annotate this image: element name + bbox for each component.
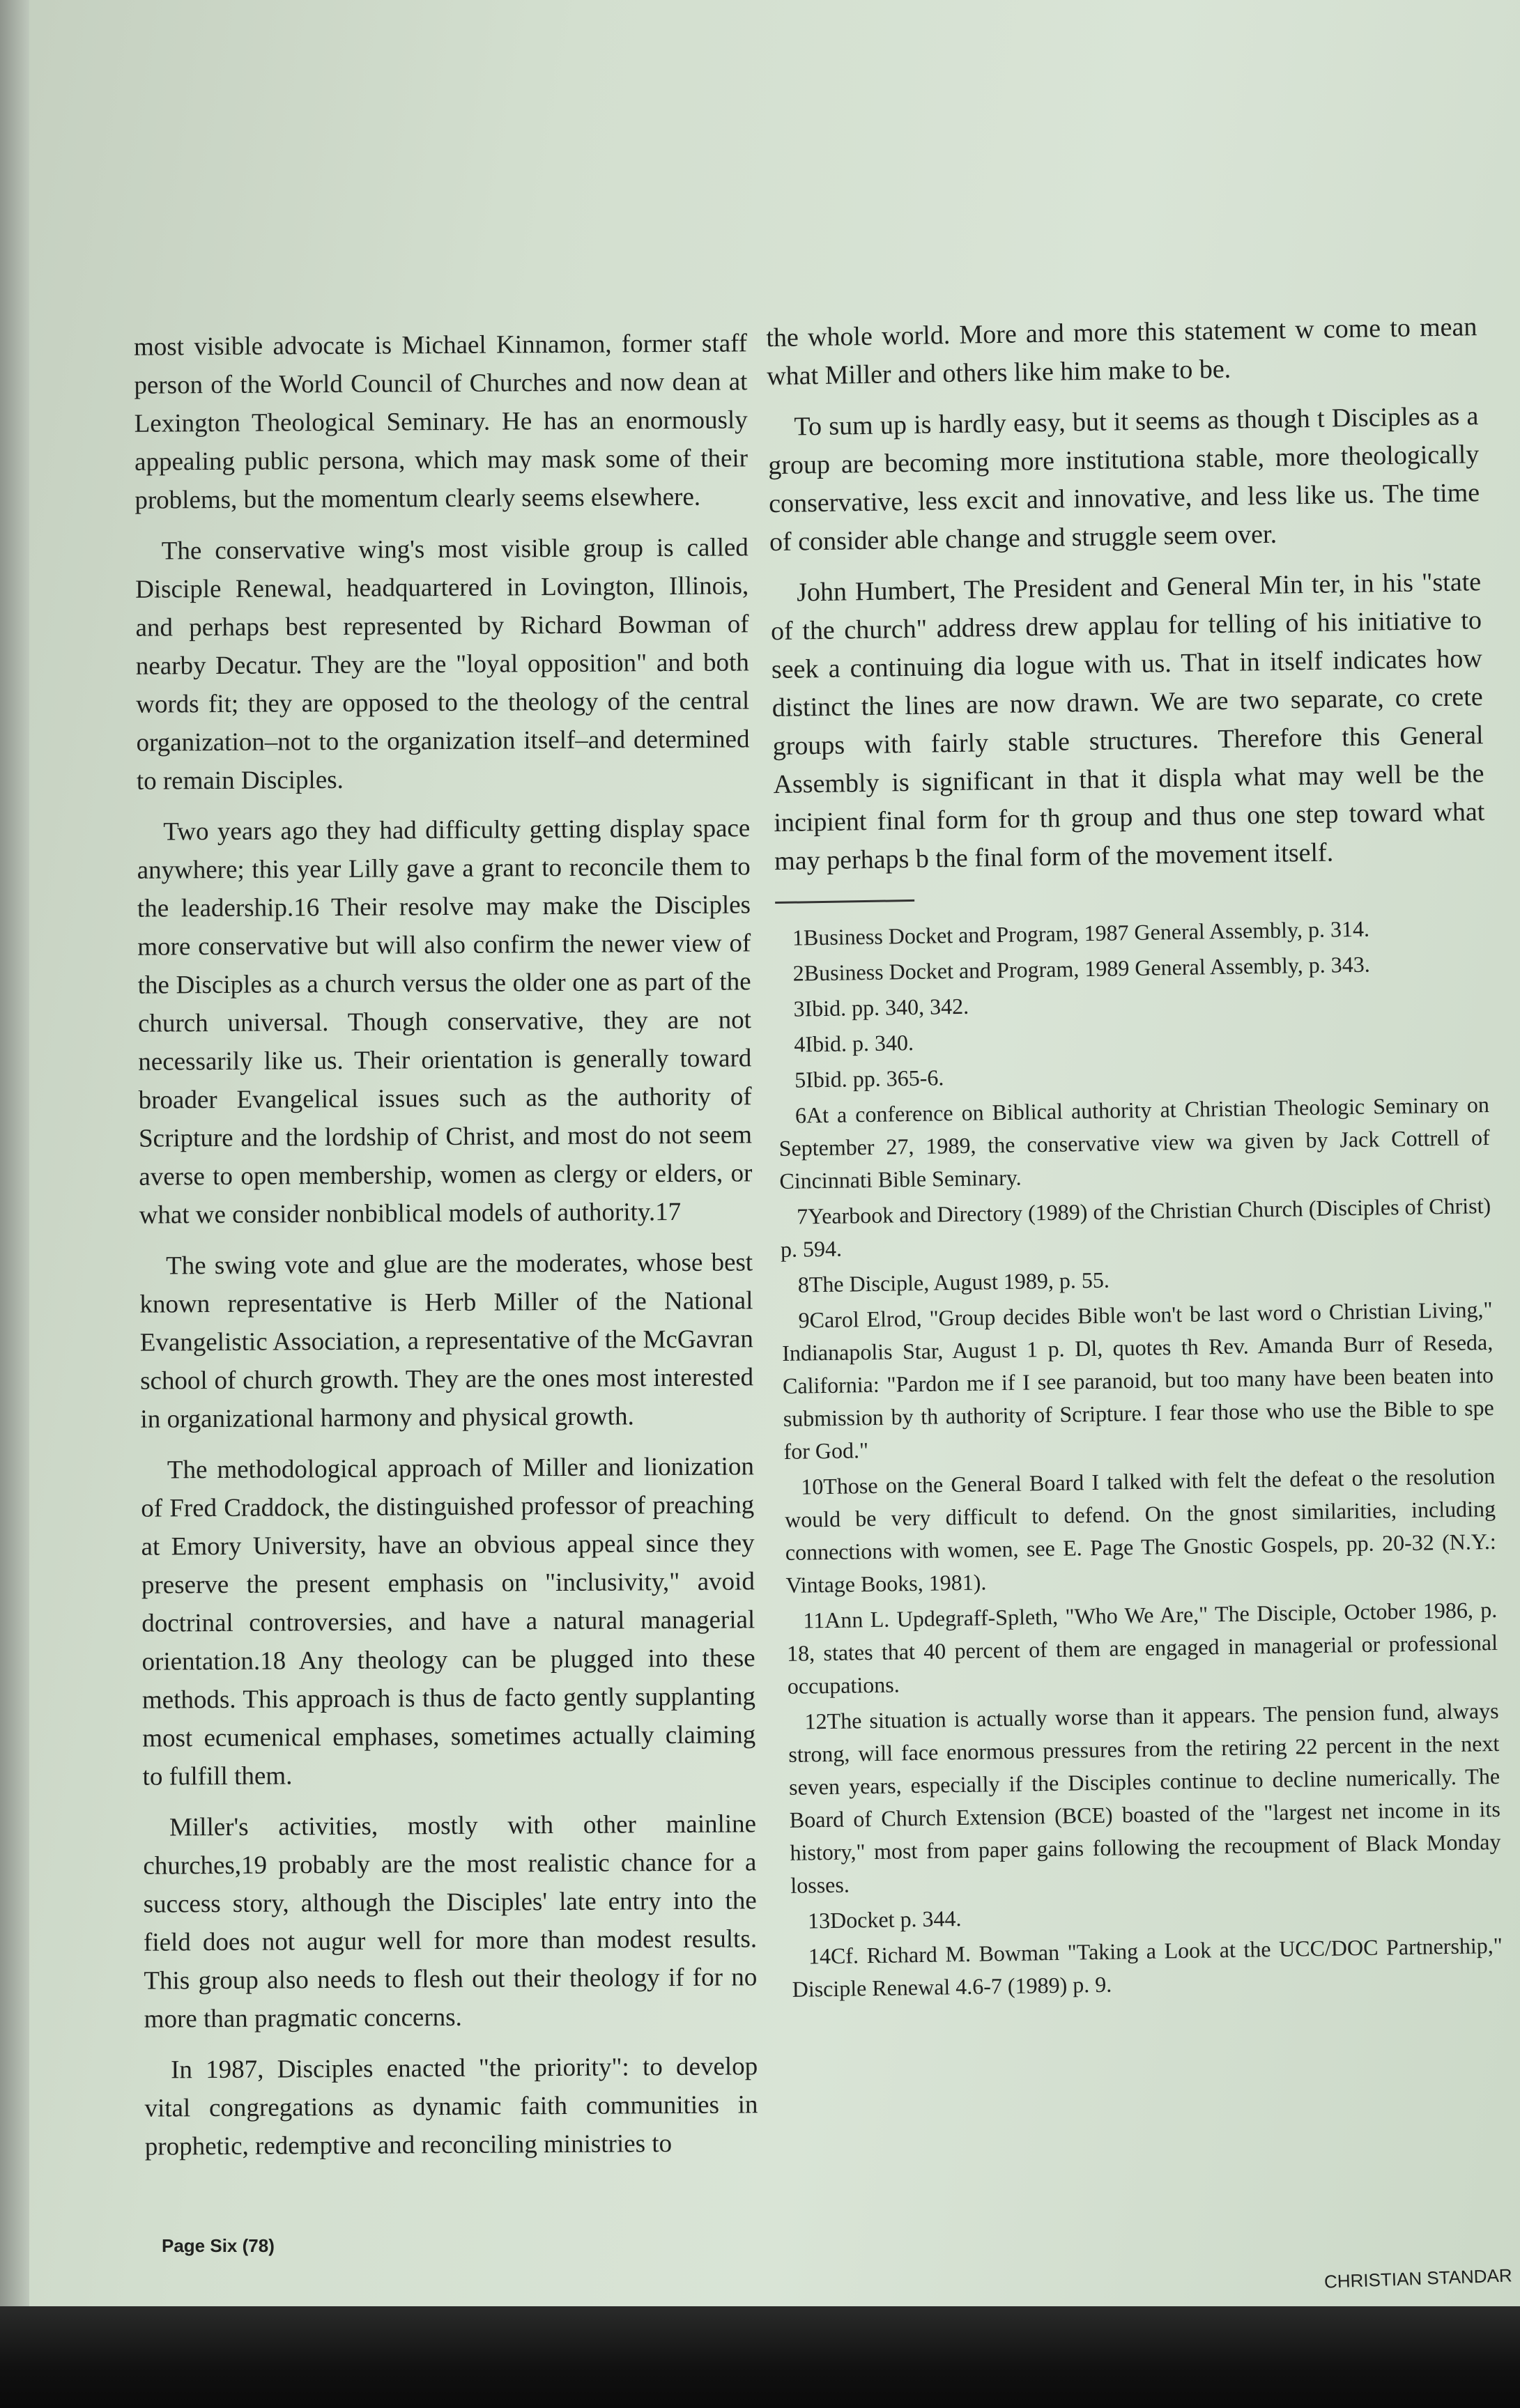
footnote: 9Carol Elrod, "Group decides Bible won't be last word o Christian Living," Indianapolis Star, August 1 p. Dl, quotes th Rev. Amanda Burr of Reseda, California: "Pardon me if I see paranoid, but too many have been beaten into submission by th authority of Scripture. I fear those who use the Bible to spe for God." (782, 1296, 1494, 1464)
publication-name: CHRISTIAN STANDAR (1323, 2264, 1513, 2292)
paragraph: the whole world. More and more this statement w come to mean what Miller and others like him make to be. (766, 312, 1477, 392)
paragraph: Two years ago they had difficulty getting display space anywhere; this year Lilly gave a grant to reconcile them to the leadership.16 Their resolve may make the Disciples more conservative but will also confirm the newer view of the Disciples as a church versus the older one as part of the church universal. Though conservative, they are not necessarily like us. Their orientation is generally toward broader Evangelical issues such as the authority of Scripture and the lordship of Christ, and most do not seem averse to open membership, women as clergy or elders, or what we consider nonbiblical models of authority.17 (137, 814, 753, 1230)
footnote: 7Yearbook and Directory (1989) of the Christian Church (Disciples of Christ) p. 594. (780, 1192, 1491, 1262)
footnote: 14Cf. Richard M. Bowman "Taking a Look at the UCC/DOC Partnership," Disciple Renewal 4.6-7 (1989) p. 9. (792, 1932, 1503, 2002)
footnote: 12The situation is actually worse than it appears. The pension fund, always strong, will face enormous pressures from the retiring 22 percent in the next seven years, especially if the Disciples continue to decline numerically. The Board of Church Extension (BCE) boasted of the "largest net income in its history," most from paper gains following the recoupment of Black Monday losses. (788, 1697, 1501, 1898)
right-text-column (766, 308, 1503, 2009)
footnote: 3Ibid. pp. 340, 342. (793, 993, 969, 1021)
footnotes (776, 911, 1503, 2006)
paragraph: To sum up is hardly easy, but it seems as though t Disciples as a group are becoming more institutiona stable, more theologically conservative, less excit and innovative, and less like us. The time of consider able change and struggle seem over. (767, 401, 1480, 557)
paragraph: John Humbert, The President and General Min ter, in his "state of the church" address drew applau for telling of his initiative to seek a continuing dia logue with us. That in itself indicates how distinct the lines are now drawn. We are two separate, co crete groups with fairly stable structures. Therefore this General Assembly is significant in that it displa what may well be the incipient final form for th group and thus one step toward what may perhaps b the final form of the movement itself. (770, 567, 1485, 877)
paragraph: In 1987, Disciples enacted "the priority": to develop vital congregations as dynamic faith communities in prophetic, redemptive and reconciling ministries to (144, 2052, 758, 2161)
footnote-divider (775, 900, 914, 904)
bleed-through-header (125, 28, 1505, 209)
page-number: Page Six (78) (162, 2235, 275, 2256)
paragraph: The conservative wing's most visible group is called Disciple Renewal, headquartered in Lovington, Illinois, and perhaps best represented by Richard Bowman of nearby Decatur. They are the "loyal opposition" and both words fit; they are opposed to the theology of the central organization–not to the organization itself–and determined to remain Disciples. (135, 533, 750, 796)
footnote: 8The Disciple, August 1989, p. 55. (797, 1267, 1110, 1297)
paragraph: most visible advocate is Michael Kinnamon, former staff person of the World Council of Churches and now dean at Lexington Theological Seminary. He has an enormously appealing public persona, which may mask some of their problems, but the momentum clearly seems elsewhere. (133, 329, 749, 515)
footnote: 4Ibid. p. 340. (794, 1029, 914, 1057)
paragraph: Miller's activities, mostly with other mainline churches,19 probably are the most realistic chance for a success story, although the Disciples' late entry into the field does not augur well for more than modest results. This group also needs to flesh out their theology if for no more than pragmatic concerns. (143, 1809, 758, 2034)
paragraph: The methodological approach of Miller and lionization of Fred Craddock, the distinguished professor of preaching at Emory University, have an obvious appeal since they preserve the present emphasis on "inclusivity," avoid doctrinal controversies, and have a natural managerial orientation.18 Any theology can be plugged into these methods. This approach is thus de facto gently supplanting most ecumenical emphases, sometimes actually claiming to fulfill them. (141, 1452, 756, 1791)
footnote: 10Those on the General Board I talked with felt the defeat o the resolution would be very difficult to defend. On the gnost similarities, including connections with women, see E. Page The Gnostic Gospels, pp. 20-32 (N.Y.: Vintage Books, 1981). (784, 1462, 1496, 1598)
left-text-column (134, 324, 758, 2178)
paragraph: The swing vote and glue are the moderates, whose best known representative is Herb Miller of the National Evangelistic Association, a representative of the McGavran school of church growth. They are the ones most interested in organizational harmony and physical growth. (139, 1248, 754, 1434)
book-gutter (0, 0, 29, 2408)
footnote: 2Business Docket and Program, 1989 General Assembly, p. 343. (792, 951, 1370, 986)
footnote: 6At a conference on Biblical authority at Christian Theologic Seminary on September 27, 1989, the conservative view wa given by Jack Cottrell of Cincinnati Bible Seminary. (778, 1092, 1490, 1194)
footnote: 1Business Docket and Program, 1987 General Assembly, p. 314. (792, 916, 1370, 950)
footnote: 5Ibid. pp. 365-6. (794, 1065, 944, 1093)
footnote: 11Ann L. Updegraff-Spleth, "Who We Are," The Disciple, October 1986, p. 18, states that 40 percent of them are engaged in managerial or professional occupations. (786, 1596, 1498, 1699)
scan-shadow-band (0, 2306, 1520, 2408)
footnote: 13Docket p. 344. (807, 1906, 962, 1934)
